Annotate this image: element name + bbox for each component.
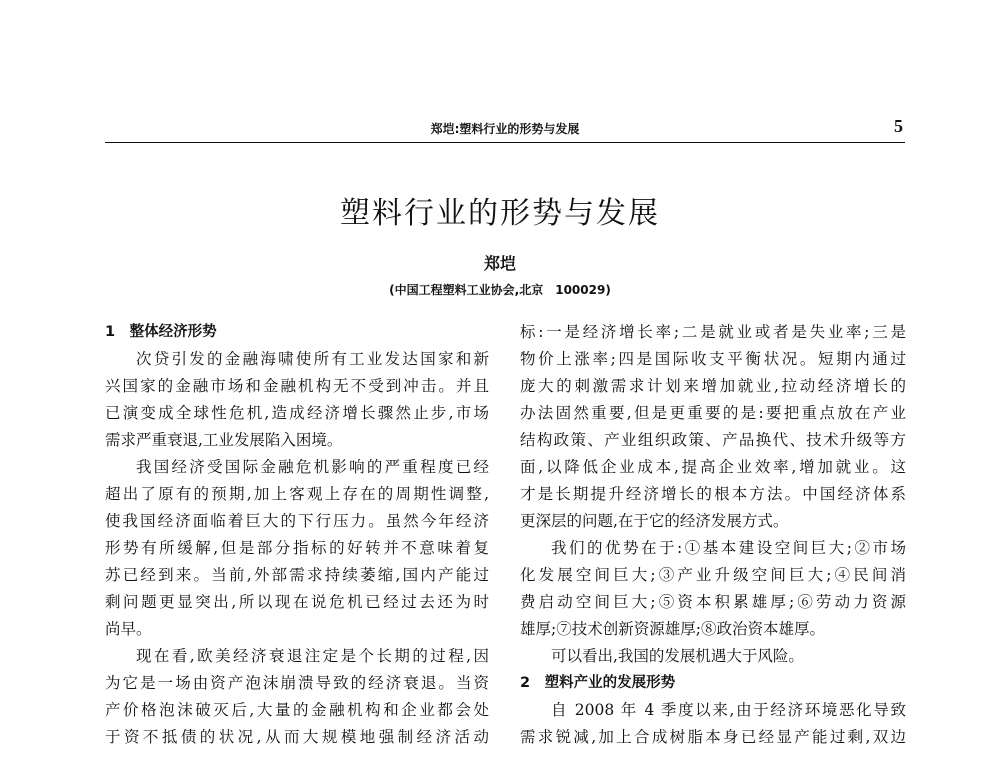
text-line: 自 2008 年 4 季度以来,由于经济环境恶化导致 <box>551 701 906 719</box>
text-line: 我们的优势在于:①基本建设空间巨大;②市场 <box>551 539 906 557</box>
text-line: 更深层的问题,在于它的经济发展方式。 <box>520 512 789 530</box>
right-column <box>520 319 906 751</box>
text-line: 为它是一场由资产泡沫崩溃导致的经济衰退。当资 <box>105 674 489 692</box>
text-line: 可以看出,我国的发展机遇大于风险。 <box>551 647 804 665</box>
text-line: 于资不抵债的状况,从而大规模地强制经济活动 <box>105 728 489 746</box>
text-line: 庞大的刺激需求计划来增加就业,拉动经济增长的 <box>520 377 906 395</box>
text-line: 现在看,欧美经济衰退注定是个长期的过程,因 <box>136 647 489 665</box>
text-line: 需求锐减,加上合成树脂本身已经显产能过剩,双边 <box>520 728 906 746</box>
text-line: 形势有所缓解,但是部分指标的好转并不意味着复 <box>105 539 489 557</box>
text-line: 化发展空间巨大;③产业升级空间巨大;④民间消 <box>520 566 906 584</box>
text-line: 使我国经济面临着巨大的下行压力。虽然今年经济 <box>105 512 489 530</box>
text-line: 我国经济受国际金融危机影响的严重程度已经 <box>136 458 489 476</box>
text-line: 标:一是经济增长率;二是就业或者是失业率;三是 <box>520 323 906 341</box>
running-title: 郑垲:塑料行业的形势与发展 <box>430 122 580 136</box>
text-line: 尚早。 <box>105 620 152 638</box>
article-title: 塑料行业的形势与发展 <box>340 196 660 231</box>
text-line: 面,以降低企业成本,提高企业效率,增加就业。这 <box>520 458 906 476</box>
left-column <box>105 319 489 751</box>
section-heading: 1 整体经济形势 <box>105 324 217 340</box>
text-line: 产价格泡沫破灭后,大量的金融机构和企业都会处 <box>105 701 489 719</box>
text-line: 次贷引发的金融海啸使所有工业发达国家和新 <box>136 350 489 368</box>
text-line: 雄厚;⑦技术创新资源雄厚;⑧政治资本雄厚。 <box>520 620 825 638</box>
text-line: 需求严重衰退,工业发展陷入困境。 <box>105 431 343 449</box>
text-line: 已演变成全球性危机,造成经济增长骤然止步,市场 <box>105 404 489 422</box>
section-heading: 2 塑料产业的发展形势 <box>520 675 676 691</box>
text-line: 兴国家的金融市场和金融机构无不受到冲击。并且 <box>105 377 489 395</box>
text-line: 结构政策、产业组织政策、产品换代、技术升级等方 <box>520 431 906 449</box>
text-line: 才是长期提升经济增长的根本方法。中国经济体系 <box>520 485 906 503</box>
text-line: 物价上涨率;四是国际收支平衡状况。短期内通过 <box>520 350 906 368</box>
affiliation: (中国工程塑料工业协会,北京 100029) <box>389 283 611 297</box>
text-line: 苏已经到来。当前,外部需求持续萎缩,国内产能过 <box>105 566 489 584</box>
page-number: 5 <box>894 116 903 136</box>
text-line: 超出了原有的预期,加上客观上存在的周期性调整, <box>105 485 489 503</box>
text-line: 费启动空间巨大;⑤资本积累雄厚;⑥劳动力资源 <box>520 593 906 611</box>
text-line: 剩问题更显突出,所以现在说危机已经过去还为时 <box>105 593 489 611</box>
running-header <box>105 118 905 143</box>
text-line: 办法固然重要,但是更重要的是:要把重点放在产业 <box>520 404 906 422</box>
author: 郑垲 <box>483 254 516 273</box>
